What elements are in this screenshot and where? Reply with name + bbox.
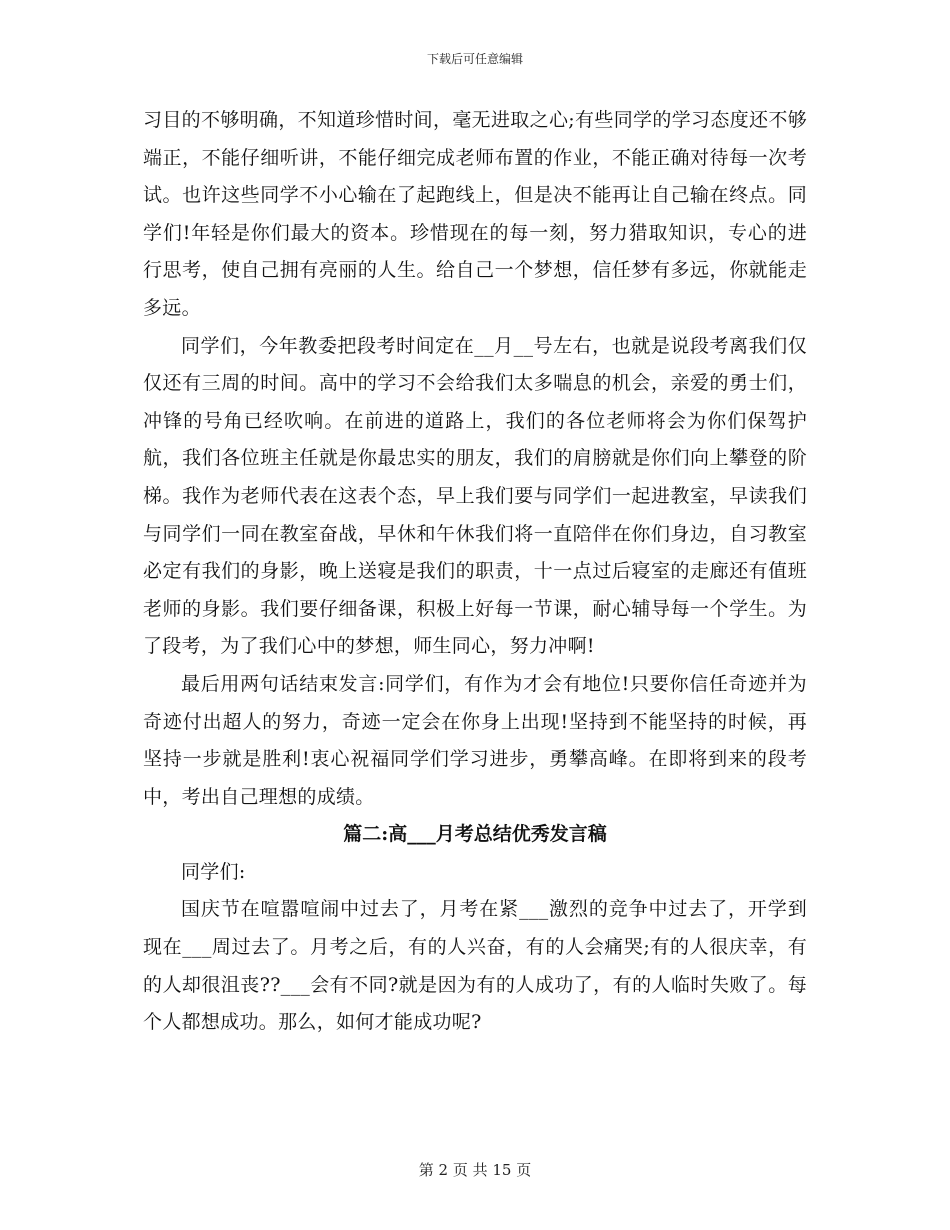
paragraph-monthly-exam: 国庆节在喧嚣喧闹中过去了，月考在紧___激烈的竞争中过去了，开学到现在___周过去了。月考之后，有的人兴奋，有的人会痛哭;有的人很庆幸，有的人却很沮丧??___会有不同?就是因为有的人成功了，有的人临时失败了。每个人都想成功。那么，如何才能成功呢? — [143, 898, 807, 1034]
paragraph-exam-schedule: 同学们，今年教委把段考时间定在__月__号左右，也就是说段考离我们仅仅还有三周的时间。高中的学习不会给我们太多喘息的机会，亲爱的勇士们，冲锋的号角已经吹响。在前进的道路上，我们的各位老师将会为你们保驾护航，我们各位班主任就是你最忠实的朋友，我们的肩膀就是你们向上攀登的阶梯。我作为老师代表在这表个态，早上我们要与同学们一起进教室，早读我们与同学们一同在教室奋战，早休和午休我们将一直陪伴在你们身边，自习教室必定有我们的身影，晚上送寝是我们的职责，十一点过后寝室的走廊还有值班老师的身影。我们要仔细备课，积极上好每一节课，耐心辅导每一个学生。为了段考，为了我们心中的梦想，师生同心，努力冲啊! — [143, 334, 807, 658]
section-title: 篇二:高___月考总结优秀发言稿 — [343, 823, 607, 846]
page-header: 下载后可任意编辑 — [426, 52, 523, 66]
page-number: 第 2 页 共 15 页 — [418, 1161, 532, 1179]
document-body — [143, 102, 807, 1042]
paragraph-closing-remarks: 最后用两句话结束发言:同学们，有作为才会有地位!只要你信任奇迹并为奇迹付出超人的努力，奇迹一定会在你身上出现!坚持到不能坚持的时候，再坚持一步就是胜利!衷心祝福同学们学习进步，勇攀高峰。在即将到来的段考中，考出自己理想的成绩。 — [143, 672, 807, 808]
paragraph-continuation: 习目的不够明确，不知道珍惜时间，毫无进取之心;有些同学的学习态度还不够端正，不能仔细听讲，不能仔细完成老师布置的作业，不能正确对待每一次考试。也许这些同学不小心输在了起跑线上，但是决不能再让自己输在终点。同学们!年轻是你们最大的资本。珍惜现在的每一刻，努力猎取知识，专心的进行思考，使自己拥有亮丽的人生。给自己一个梦想，信任梦有多远，你就能走多远。 — [143, 109, 807, 319]
greeting: 同学们: — [181, 860, 246, 883]
